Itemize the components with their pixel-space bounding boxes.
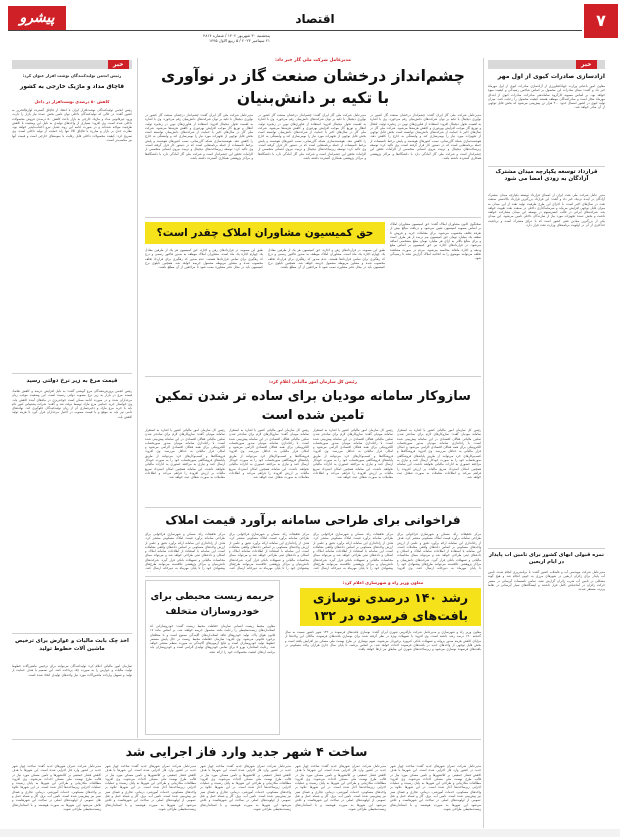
right-story2-body: مدیر عامل شرکت ملی نفت ایران از امضای قرارداد توسعه یکپارچه میدان مشترک آزادگان در آینده نزدیک خبر داد و گفت: این قرارداد بزرگترین قرارداد بالادستی صنعت نفت در سال‌های اخیر است. با اجرای این طرح ظرفیت تولید نفت از این میدان به میزان قابل توجهی افزایش می‌یابد و سرمایه‌گذاری داخلی در صنعت نفت تقویت خواهد شد. شرکت‌های ایرانی در قالب کنسرسیوم در توسعه این میدان مشارکت خواهند داشت و بخش عمده تجهیزات مورد نیاز از سازندگان داخلی تامین می‌شود. این میدان یکی از بزرگترین میادین نفتی کشور است که با عراق مشترک است و برداشت حداکثری از آن در اولویت برنامه‌های وزارت نفت قرار دارد. — [488, 193, 605, 228]
feature2-title-line1: سازوکار سامانه مودیان برای ساده تر شدن تمکین — [155, 389, 471, 404]
right-story3-body: مدیرعامل شرکت مهندسی آب و فاضلاب کشور گفت: با برنامه‌ریزی انجام شده، تامین آب پایدار برای زائران اربعین در شهرهای مرزی به خوبی انجام شد و هیچ گونه مشکلی در تامین آب شرب زائران گزارش نشد. تمامی تاسیسات آبرسانی در مسیر حرکت زائران در آماده‌باش کامل قرار داشتند و ایستگاه‌های سیار آبرسانی در نقاط پرتردد مستقر شدند. — [488, 570, 605, 592]
feature1-body-right: سخنگوی کانون مشاوران املاک گفت: حق کمیسیون مشاوران املاک بر اساس مصوبه کمیسیون تعیین می‌شود و دریافت مبالغ بیش از تعرفه تخلف محسوب می‌شود. برای معاملات خرید و فروش تا سقف یک میلیارد تومان حق کمیسیون نیم درصد از هر طرف است و برای مبالغ بالاتر به ازای هر میلیارد تومان مبلغ مشخصی اضافه می‌شود. در قراردادهای اجاره نیز حق کمیسیون بر اساس مبلغ ودیعه و اجاره ماهانه محاسبه می‌شود. مردم در صورت مشاهده تخلف می‌توانند موضوع را به اتحادیه املاک گزارش دهند تا رسیدگی شود. — [390, 222, 481, 261]
feature4-kicker: معاون وزیر راه و شهرسازی اعلام کرد: — [342, 580, 424, 585]
khabar-label: خبر — [576, 60, 597, 69]
date-line-1: پنجشنبه ۳۰ شهریور ۱۴۰۲ / شماره ۴۸۱۴ — [203, 33, 270, 38]
feature3-body-col3: مرکز تحقیقات راه، مسکن و شهرسازی فراخوانی برای طراحی سامانه برآورد قیمت املاک مسکونی منتشر کرد. هدف از راه‌اندازی این سامانه ارائه برآورد دقیق و علمی از ارزش واحدهای مسکونی بر اساس داده‌های واقعی معاملات است. این سامانه با استفاده از اطلاعات سامانه املاک و اسکان و داده‌های ثبتی طراحی خواهد شد و می‌تواند مبنای محاسبات مالیاتی و تسهیلات بانکی قرار گیرد. شرکت‌های دانش‌بنیان و مراکز پژوهشی علاقه‌مند می‌توانند طرح‌های پیشنهادی خود را تا پایان مهرماه به دبیرخانه ارسال کنند. — [229, 532, 309, 571]
feature2-body-col3: رئیس کل سازمان امور مالیاتی کشور با اشاره به استقرار سامانه مودیان گفت: سازوکارهای لازم برای ساده‌تر شدن تمکین مالیاتی فعالان اقتصادی در این سامانه پیش‌بینی شده است. با راه‌اندازی سامانه مودیان صدور صورتحساب الکترونیکی برای همه فعالان اقتصادی الزامی می‌شود و امکان فرار مالیاتی به حداقل می‌رسد. وی افزود: فروشگاه‌ها و کسب‌وکارهای خرد می‌توانند از طریق پایانه‌های فروشگاهی صورتحساب خود را به صورت خودکار ارسال کنند و نیازی به مراجعه حضوری به ادارات مالیاتی نخواهند داشت. این سامانه همچنین امکان استرداد سریع مالیات بر ارزش افزوده را فراهم می‌کند و اطلاعات معاملات به صورت شفاف ثبت خواهد شد. — [229, 428, 309, 480]
khabar-label: خبر — [108, 60, 129, 69]
left-khabar — [108, 60, 129, 69]
col-separator — [137, 58, 138, 738]
feature3-body-col4: مرکز تحقیقات راه، مسکن و شهرسازی فراخوانی برای طراحی سامانه برآورد قیمت املاک مسکونی منتشر کرد. هدف از راه‌اندازی این سامانه ارائه برآورد دقیق و علمی از ارزش واحدهای مسکونی بر اساس داده‌های واقعی معاملات است. این سامانه با استفاده از اطلاعات سامانه املاک و اسکان و داده‌های ثبتی طراحی خواهد شد و می‌تواند مبنای محاسبات مالیاتی و تسهیلات بانکی قرار گیرد. شرکت‌های دانش‌بنیان و مراکز پژوهشی علاقه‌مند می‌توانند طرح‌های پیشنهادی خود را تا پایان مهرماه به دبیرخانه ارسال کنند. — [145, 532, 225, 571]
page-number-badge: ۷ — [584, 4, 618, 38]
feature2-body-col4: رئیس کل سازمان امور مالیاتی کشور با اشاره به استقرار سامانه مودیان گفت: سازوکارهای لازم برای ساده‌تر شدن تمکین مالیاتی فعالان اقتصادی در این سامانه پیش‌بینی شده است. با راه‌اندازی سامانه مودیان صدور صورتحساب الکترونیکی برای همه فعالان اقتصادی الزامی می‌شود و امکان فرار مالیاتی به حداقل می‌رسد. وی افزود: فروشگاه‌ها و کسب‌وکارهای خرد می‌توانند از طریق پایانه‌های فروشگاهی صورتحساب خود را به صورت خودکار ارسال کنند و نیازی به مراجعه حضوری به ادارات مالیاتی نخواهند داشت. این سامانه همچنین امکان استرداد سریع مالیات بر ارزش افزوده را فراهم می‌کند و اطلاعات معاملات به صورت شفاف ثبت خواهد شد. — [145, 428, 225, 480]
left-story3-body: سازمان امور مالیاتی اعلام کرد: تولیدکنندگان می‌توانند برای ترخیص ماشین‌آلات خطوط تولید، مالیات و عوارض را به صورت چک پرداخت کنند. این تصمیم با هدف حمایت از تولید و تسهیل واردات ماشین‌آلات مورد نیاز واحدهای تولیدی اتخاذ شده است. — [12, 664, 132, 677]
feature6-body-col2: مدیرعامل شرکت عمران شهرهای جدید گفت: ساخت چهار شهر جدید در کشور وارد فاز اجرایی شده است. این شهرها با هدف کاهش فشار جمعیتی بر کلانشهرها و تامین مسکن مورد نیاز در قالب طرح نهضت ملی مسکن احداث می‌شوند. وی افزود: مطالعات مکان‌یابی و طراحی این شهرها به پایان رسیده و عملیات اجرایی زیرساخت‌ها آغاز شده است. در این شهرها علاوه بر واحدهای مسکونی، خدمات آموزشی، درمانی، تجاری و فضای سبز نیز پیش‌بینی شده است. تامین آب، برق، گاز و شبکه حمل و نقل عمومی از اولویت‌های اصلی در ساخت این شهرهاست و تلاش می‌شود این شهرها به صورت هوشمند و با استانداردهای زیست‌محیطی طراحی شوند. — [295, 764, 386, 811]
col-separator — [483, 58, 484, 828]
divider — [12, 739, 481, 740]
divider — [145, 376, 481, 377]
feature4-title-line2: بافت‌های فرسوده در ۱۳۲ — [312, 608, 469, 623]
divider — [488, 166, 605, 167]
lead-body-col1: مدیرعامل شرکت ملی گاز ایران گفت: چشم‌انداز درخشان صنعت گاز کشور در نوآوری دیجیتال با تکیه بر توان شرکت‌های دانش‌بنیان رقم می‌خورد. وی با اشاره به اهمیت تحول دیجیتال افزود: استفاده از فناوری‌های نوین در زنجیره تولید، انتقال و توزیع گاز موجب افزایش بهره‌وری و کاهش هزینه‌ها می‌شود. شرکت ملی گاز در سال‌های اخیر با حمایت از شرکت‌های دانش‌بنیان توانسته است بخش قابل توجهی از تجهیزات مورد نیاز را بومی‌سازی کند و وابستگی به خارج را کاهش دهد. هوشمندسازی شبکه گازرسانی، نصب کنتورهای هوشمند و پایش برخط تاسیسات از جمله برنامه‌هایی است که در دستور کار قرار گرفته است. وی تاکید کرد: توسعه زیرساخت‌های دیجیتال و تربیت نیروی انسانی متخصص از الزامات تحقق این چشم‌انداز است و شرکت ملی گاز آمادگی دارد با دانشگاه‌ها و مراکز پژوهشی همکاری گسترده داشته باشد. — [370, 113, 481, 160]
feature5-title-line1: جریمه زیست محیطی برای — [150, 591, 275, 602]
lead-title-line2: با تکیه بر دانش‌بنیان — [236, 89, 390, 107]
right-khabar — [576, 60, 597, 69]
feature6-body-col1: مدیرعامل شرکت عمران شهرهای جدید گفت: ساخت چهار شهر جدید در کشور وارد فاز اجرایی شده است. این شهرها با هدف کاهش فشار جمعیتی بر کلانشهرها و تامین مسکن مورد نیاز در قالب طرح نهضت ملی مسکن احداث می‌شوند. وی افزود: مطالعات مکان‌یابی و طراحی این شهرها به پایان رسیده و عملیات اجرایی زیرساخت‌ها آغاز شده است. در این شهرها علاوه بر واحدهای مسکونی، خدمات آموزشی، درمانی، تجاری و فضای سبز نیز پیش‌بینی شده است. تامین آب، برق، گاز و شبکه حمل و نقل عمومی از اولویت‌های اصلی در ساخت این شهرهاست و تلاش می‌شود این شهرها به صورت هوشمند و با استانداردهای زیست‌محیطی طراحی شوند. — [390, 764, 481, 811]
feature6-title: ساخت ۴ شهر جدید وارد فاز اجرایی شد — [125, 744, 368, 759]
bottom-strip — [0, 829, 620, 837]
divider — [145, 507, 481, 508]
feature3-title: فراخوانی برای طراحی سامانه برآورد قیمت املاک — [165, 513, 461, 527]
feature1-body-mid: طبق این مصوبه، در قراردادهای رهن و اجاره، حق کمیسیون هر یک از طرفین معادل یک چهارم اجاره یک ماه است. مشاوران املاک موظف به صدور فاکتور رسمی و درج کد رهگیری برای تمامی قراردادها هستند. عدم صدور کد رهگیری برای قرارداد تخلف محسوب شده و مشاور مربوطه مشمول جریمه خواهد شد. همچنین تابلوی نرخ کمیسیون باید در محل دفتر مشاوره نصب شود تا مراجعین از آن مطلع باشند. — [268, 248, 385, 270]
divider — [12, 373, 132, 374]
feature3-body-col1: مرکز تحقیقات راه، مسکن و شهرسازی فراخوانی برای طراحی سامانه برآورد قیمت املاک مسکونی منتشر کرد. هدف از راه‌اندازی این سامانه ارائه برآورد دقیق و علمی از ارزش واحدهای مسکونی بر اساس داده‌های واقعی معاملات است. این سامانه با استفاده از اطلاعات سامانه املاک و اسکان و داده‌های ثبتی طراحی خواهد شد و می‌تواند مبنای محاسبات مالیاتی و تسهیلات بانکی قرار گیرد. شرکت‌های دانش‌بنیان و مراکز پژوهشی علاقه‌مند می‌توانند طرح‌های پیشنهادی خود را تا پایان مهرماه به دبیرخانه ارسال کنند. وی افزود: — [397, 532, 481, 571]
feature3-body-col2: مرکز تحقیقات راه، مسکن و شهرسازی فراخوانی برای طراحی سامانه برآورد قیمت املاک مسکونی منتشر کرد. هدف از راه‌اندازی این سامانه ارائه برآورد دقیق و علمی از ارزش واحدهای مسکونی بر اساس داده‌های واقعی معاملات است. این سامانه با استفاده از اطلاعات سامانه املاک و اسکان و داده‌های ثبتی طراحی خواهد شد و می‌تواند مبنای محاسبات مالیاتی و تسهیلات بانکی قرار گیرد. شرکت‌های دانش‌بنیان و مراکز پژوهشی علاقه‌مند می‌توانند طرح‌های پیشنهادی خود را تا پایان مهرماه به دبیرخانه ارسال کنند. — [313, 532, 393, 571]
feature6-body-col3: مدیرعامل شرکت عمران شهرهای جدید گفت: ساخت چهار شهر جدید در کشور وارد فاز اجرایی شده است. این شهرها با هدف کاهش فشار جمعیتی بر کلانشهرها و تامین مسکن مورد نیاز در قالب طرح نهضت ملی مسکن احداث می‌شوند. وی افزود: مطالعات مکان‌یابی و طراحی این شهرها به پایان رسیده و عملیات اجرایی زیرساخت‌ها آغاز شده است. در این شهرها علاوه بر واحدهای مسکونی، خدمات آموزشی، درمانی، تجاری و فضای سبز نیز پیش‌بینی شده است. تامین آب، برق، گاز و شبکه حمل و نقل عمومی از اولویت‌های اصلی در ساخت این شهرهاست و تلاش می‌شود این شهرها به صورت هوشمند و با استانداردهای زیست‌محیطی طراحی شوند. — [200, 764, 291, 811]
feature6-body-col4: مدیرعامل شرکت عمران شهرهای جدید گفت: ساخت چهار شهر جدید در کشور وارد فاز اجرایی شده است. این شهرها با هدف کاهش فشار جمعیتی بر کلانشهرها و تامین مسکن مورد نیاز در قالب طرح نهضت ملی مسکن احداث می‌شوند. وی افزود: مطالعات مکان‌یابی و طراحی این شهرها به پایان رسیده و عملیات اجرایی زیرساخت‌ها آغاز شده است. در این شهرها علاوه بر واحدهای مسکونی، خدمات آموزشی، درمانی، تجاری و فضای سبز نیز پیش‌بینی شده است. تامین آب، برق، گاز و شبکه حمل و نقل عمومی از اولویت‌های اصلی در ساخت این شهرهاست و تلاش می‌شود این شهرها به صورت هوشمند و با استانداردهای زیست‌محیطی طراحی شوند. — [105, 764, 196, 811]
left-story1-kicker: رئیس انجمن تولیدکنندگان نوشت افزار عنوان کرد: — [22, 73, 122, 78]
date-line-2: ۲۱ سپتامبر ۲۰۲۳ / ۵ ربیع الاول ۱۴۴۵ — [208, 38, 270, 43]
logo: پیشرو — [8, 6, 66, 30]
divider — [488, 548, 605, 549]
left-story2-title: قیمت مرغ به زیر نرخ دولتی رسید — [26, 378, 118, 384]
feature2-body-col1: رئیس کل سازمان امور مالیاتی کشور با اشاره به استقرار سامانه مودیان گفت: سازوکارهای لازم برای ساده‌تر شدن تمکین مالیاتی فعالان اقتصادی در این سامانه پیش‌بینی شده است. با راه‌اندازی سامانه مودیان صدور صورتحساب الکترونیکی برای همه فعالان اقتصادی الزامی می‌شود و امکان فرار مالیاتی به حداقل می‌رسد. وی افزود: فروشگاه‌ها و کسب‌وکارهای خرد می‌توانند از طریق پایانه‌های فروشگاهی صورتحساب خود را به صورت خودکار ارسال کنند و نیازی به مراجعه حضوری به ادارات مالیاتی نخواهند داشت. این سامانه همچنین امکان استرداد سریع مالیات بر ارزش افزوده را فراهم می‌کند و اطلاعات معاملات به صورت شفاف ثبت خواهد شد. — [397, 428, 481, 480]
left-story1-title: قاچاق مداد و ماژیک خارجی به کشور — [19, 84, 124, 90]
feature6-body-col5: مدیرعامل شرکت عمران شهرهای جدید گفت: ساخت چهار شهر جدید در کشور وارد فاز اجرایی شده است. این شهرها با هدف کاهش فشار جمعیتی بر کلانشهرها و تامین مسکن مورد نیاز در قالب طرح نهضت ملی مسکن احداث می‌شوند. وی افزود: مطالعات مکان‌یابی و طراحی این شهرها به پایان رسیده و عملیات اجرایی زیرساخت‌ها آغاز شده است. در این شهرها علاوه بر واحدهای مسکونی، خدمات آموزشی، درمانی، تجاری و فضای سبز نیز پیش‌بینی شده است. تامین آب، برق، گاز و شبکه حمل و نقل عمومی از اولویت‌های اصلی در ساخت این شهرهاست و تلاش می‌شود این شهرها به صورت هوشمند و با استانداردهای زیست‌محیطی طراحی شوند. — [12, 764, 101, 811]
left-story2-body: رئیس انجمن پرورش‌دهندگان مرغ گوشتی گفت: به دلیل افزایش عرضه و کاهش تقاضا، قیمت مرغ در بازار به زیر نرخ مصوب دولتی رسیده است. این وضعیت موجب زیان مرغداران شده و در صورت ادامه ممکن است جوجه‌ریزی در ماه‌های آینده کاهش یابد. وی خواستار خرید حمایتی مرغ مازاد توسط دولت شد و گفت: شرکت پشتیبانی امور دام باید با خرید مرغ مازاد و ذخیره‌سازی آن از زیان تولیدکنندگان جلوگیری کند. نهاده‌های دامی نیز باید به موقع و با قیمت مصوب در اختیار مرغداران قرار گیرد تا هزینه تولید کاهش یابد. — [12, 389, 132, 419]
left-story1-body: رئیس انجمن تولیدکنندگان نوشت‌افزار ایران با انتقاد از قاچاق گسترده لوازم‌التحریر به کشور گفت: در حالی که تولیدکنندگان داخلی توان تامین بخش عمده نیاز بازار را دارند، ورود غیرقانونی مداد و ماژیک خارجی به بازار باعث کاهش ۵۰ درصدی فروش محصولات داخلی شده است. وی افزود: بسیاری از واحدهای تولیدی به دلیل این وضعیت با کاهش ظرفیت مواجه شده‌اند و در صورت ادامه این روند تعدیل نیرو اجتناب‌ناپذیر خواهد بود. نظارت جدی بر بازار و مبارزه با قاچاق کالا تنها راه حمایت از تولید داخلی است. وی تصریح کرد: کیفیت محصولات داخلی قابل رقابت با نمونه‌های خارجی است و قیمت آنها نیز مناسب‌تر است. — [12, 108, 132, 143]
feature5-body: معاون محیط زیست انسانی سازمان حفاظت محیط زیست گفت: خودروسازانی که استانداردهای زیست‌محیطی را رعایت نکنند مشمول جریمه خواهند شد. بر اساس ماده ۱۷ قانون هوای پاک، تولید خودروهای فاقد استانداردهای آلایندگی ممنوع است و با متخلفان برخورد قانونی می‌شود. وی افزود: سازمان حفاظت محیط زیست در حال پایش مستمر خطوط تولید خودروسازان است و نتایج آزمون‌های آلایندگی به صورت منظم منتشر خواهد شد. رعایت استاندارد یورو ۵ برای تمامی خودروهای تولیدی الزامی است و خودروسازان باید برنامه ارتقای کیفیت محصولات خود را ارائه دهند. — [150, 624, 275, 654]
right-story1-title: آزادسازی صادرات کیوی از اول مهر — [497, 73, 605, 80]
feature1-body-left: طبق این مصوبه، در قراردادهای رهن و اجاره، حق کمیسیون هر یک از طرفین معادل یک چهارم اجاره یک ماه است. مشاوران املاک موظف به صدور فاکتور رسمی و درج کد رهگیری برای تمامی قراردادها هستند. عدم صدور کد رهگیری برای قرارداد تخلف محسوب شده و مشاور مربوطه مشمول جریمه خواهد شد. همچنین تابلوی نرخ کمیسیون باید در محل دفتر مشاوره نصب شود تا مراجعین از آن مطلع باشند. — [145, 248, 263, 270]
feature2-title-line2: تامین شده است — [261, 408, 365, 423]
divider — [145, 217, 481, 218]
section-title: اقتصاد — [295, 12, 335, 26]
right-story1-body: معاون امور باغبانی وزارت جهادکشاورزی از آزادسازی صادرات کیوی از اول مهرماه خبر داد و گفت: مبنای صادرات این محصول بر اساس شاخص رسیدگی و کیفیت میوه خواهد بود. بر اساس مصوبه کارگروه ساماندهی صادرات، صادرات کیوی از ابتدای مهرماه مجاز است و صادرکنندگان موظف هستند کیفیت محصول را رعایت کنند. میزان تولید کیوی در کشور امسال حدود ۴۰۰ هزار تن پیش‌بینی می‌شود که بخش قابل توجهی از آن صادر خواهد شد. — [488, 84, 605, 110]
right-story3-title: نمره قبولی آبهای کشور برای تامین آب پایدار در ایام اربعین — [489, 552, 604, 565]
feature4-title-line1: رشد ۱۴۰ درصدی نوسازی — [312, 590, 469, 605]
lead-body-col3: مدیرعامل شرکت ملی گاز ایران گفت: چشم‌انداز درخشان صنعت گاز کشور در نوآوری دیجیتال با تکیه بر توان شرکت‌های دانش‌بنیان رقم می‌خورد. وی با اشاره به اهمیت تحول دیجیتال افزود: استفاده از فناوری‌های نوین در زنجیره تولید، انتقال و توزیع گاز موجب افزایش بهره‌وری و کاهش هزینه‌ها می‌شود. شرکت ملی گاز در سال‌های اخیر با حمایت از شرکت‌های دانش‌بنیان توانسته است بخش قابل توجهی از تجهیزات مورد نیاز را بومی‌سازی کند و وابستگی به خارج را کاهش دهد. هوشمندسازی شبکه گازرسانی، نصب کنتورهای هوشمند و پایش برخط تاسیسات از جمله برنامه‌هایی است که در دستور کار قرار گرفته است. وی تاکید کرد: توسعه زیرساخت‌های دیجیتال و تربیت نیروی انسانی متخصص از الزامات تحقق این چشم‌انداز است و شرکت ملی گاز آمادگی دارد با دانشگاه‌ها و مراکز پژوهشی همکاری گسترده داشته باشد. — [145, 113, 253, 160]
feature1-title: حق کمیسیون مشاوران املاک چقدر است؟ — [156, 227, 374, 239]
lead-title-line1: چشم‌انداز درخشان صنعت گاز در نوآوری — [161, 67, 465, 85]
divider — [145, 576, 481, 577]
feature2-kicker: رئیس کل سازمان امور مالیاتی اعلام کرد: — [269, 380, 357, 385]
left-story3-title: اخذ چک بابت مالیات و عوارض برای ترخیص ماشین آلات خطوط تولید — [15, 638, 129, 652]
header-rule — [8, 30, 582, 31]
feature4-body-col1: معاون وزیر راه و شهرسازی و مدیرعامل شرکت بازآفرینی شهری ایران گفت: نوسازی بافت‌های فرسوده در ۱۳۲ شهر کشور نسبت به سال گذشته ۱۴۰ درصد رشد داشته است. وی افزود: با تسهیلات ویژه در نظر گرفته شده برای نوسازی بافت‌های فرسوده، مالکان این واحدها از مزایای کاهش هزینه صدور پروانه و تسهیلات بانکی کم‌بهره برخوردار می‌شوند. سهم نوسازی در طرح نهضت ملی مسکن نیز افزایش یافته است و بخش قابل توجهی از واحدهای جدید در بافت‌های فرسوده احداث خواهد شد. بر اساس برنامه، تا پایان سال جاری هزاران واحد مسکونی در بافت‌های فرسوده نوسازی می‌شود و زیرساخت‌های شهری این مناطق نیز ارتقا خواهد یافت. — [285, 630, 481, 652]
feature2-body-col2: رئیس کل سازمان امور مالیاتی کشور با اشاره به استقرار سامانه مودیان گفت: سازوکارهای لازم برای ساده‌تر شدن تمکین مالیاتی فعالان اقتصادی در این سامانه پیش‌بینی شده است. با راه‌اندازی سامانه مودیان صدور صورتحساب الکترونیکی برای همه فعالان اقتصادی الزامی می‌شود و امکان فرار مالیاتی به حداقل می‌رسد. وی افزود: فروشگاه‌ها و کسب‌وکارهای خرد می‌توانند از طریق پایانه‌های فروشگاهی صورتحساب خود را به صورت خودکار ارسال کنند و نیازی به مراجعه حضوری به ادارات مالیاتی نخواهند داشت. این سامانه همچنین امکان استرداد سریع مالیات بر ارزش افزوده را فراهم می‌کند و اطلاعات معاملات به صورت شفاف ثبت خواهد شد. — [313, 428, 393, 480]
masthead — [0, 0, 620, 44]
left-story1-sub: کاهش ۵۰ درصدی نوشت‌افزار در داخل — [34, 99, 110, 104]
right-story2-title: قرارداد توسعه یکپارچه میدان مشترک آزادگان به زودی امضا می شود — [495, 169, 598, 182]
lead-kicker: مدیرعامل شرکت ملی گاز خبر داد: — [275, 58, 351, 63]
divider — [12, 633, 132, 634]
lead-body-col2: مدیرعامل شرکت ملی گاز ایران گفت: چشم‌انداز درخشان صنعت گاز کشور در نوآوری دیجیتال با تکیه بر توان شرکت‌های دانش‌بنیان رقم می‌خورد. وی با اشاره به اهمیت تحول دیجیتال افزود: استفاده از فناوری‌های نوین در زنجیره تولید، انتقال و توزیع گاز موجب افزایش بهره‌وری و کاهش هزینه‌ها می‌شود. شرکت ملی گاز در سال‌های اخیر با حمایت از شرکت‌های دانش‌بنیان توانسته است بخش قابل توجهی از تجهیزات مورد نیاز را بومی‌سازی کند و وابستگی به خارج را کاهش دهد. هوشمندسازی شبکه گازرسانی، نصب کنتورهای هوشمند و پایش برخط تاسیسات از جمله برنامه‌هایی است که در دستور کار قرار گرفته است. وی تاکید کرد: توسعه زیرساخت‌های دیجیتال و تربیت نیروی انسانی متخصص از الزامات تحقق این چشم‌انداز است و شرکت ملی گاز آمادگی دارد با دانشگاه‌ها و مراکز پژوهشی همکاری گسترده داشته باشد. — [258, 113, 366, 160]
feature5-title-line2: خودروسازان متخلف — [165, 606, 260, 617]
